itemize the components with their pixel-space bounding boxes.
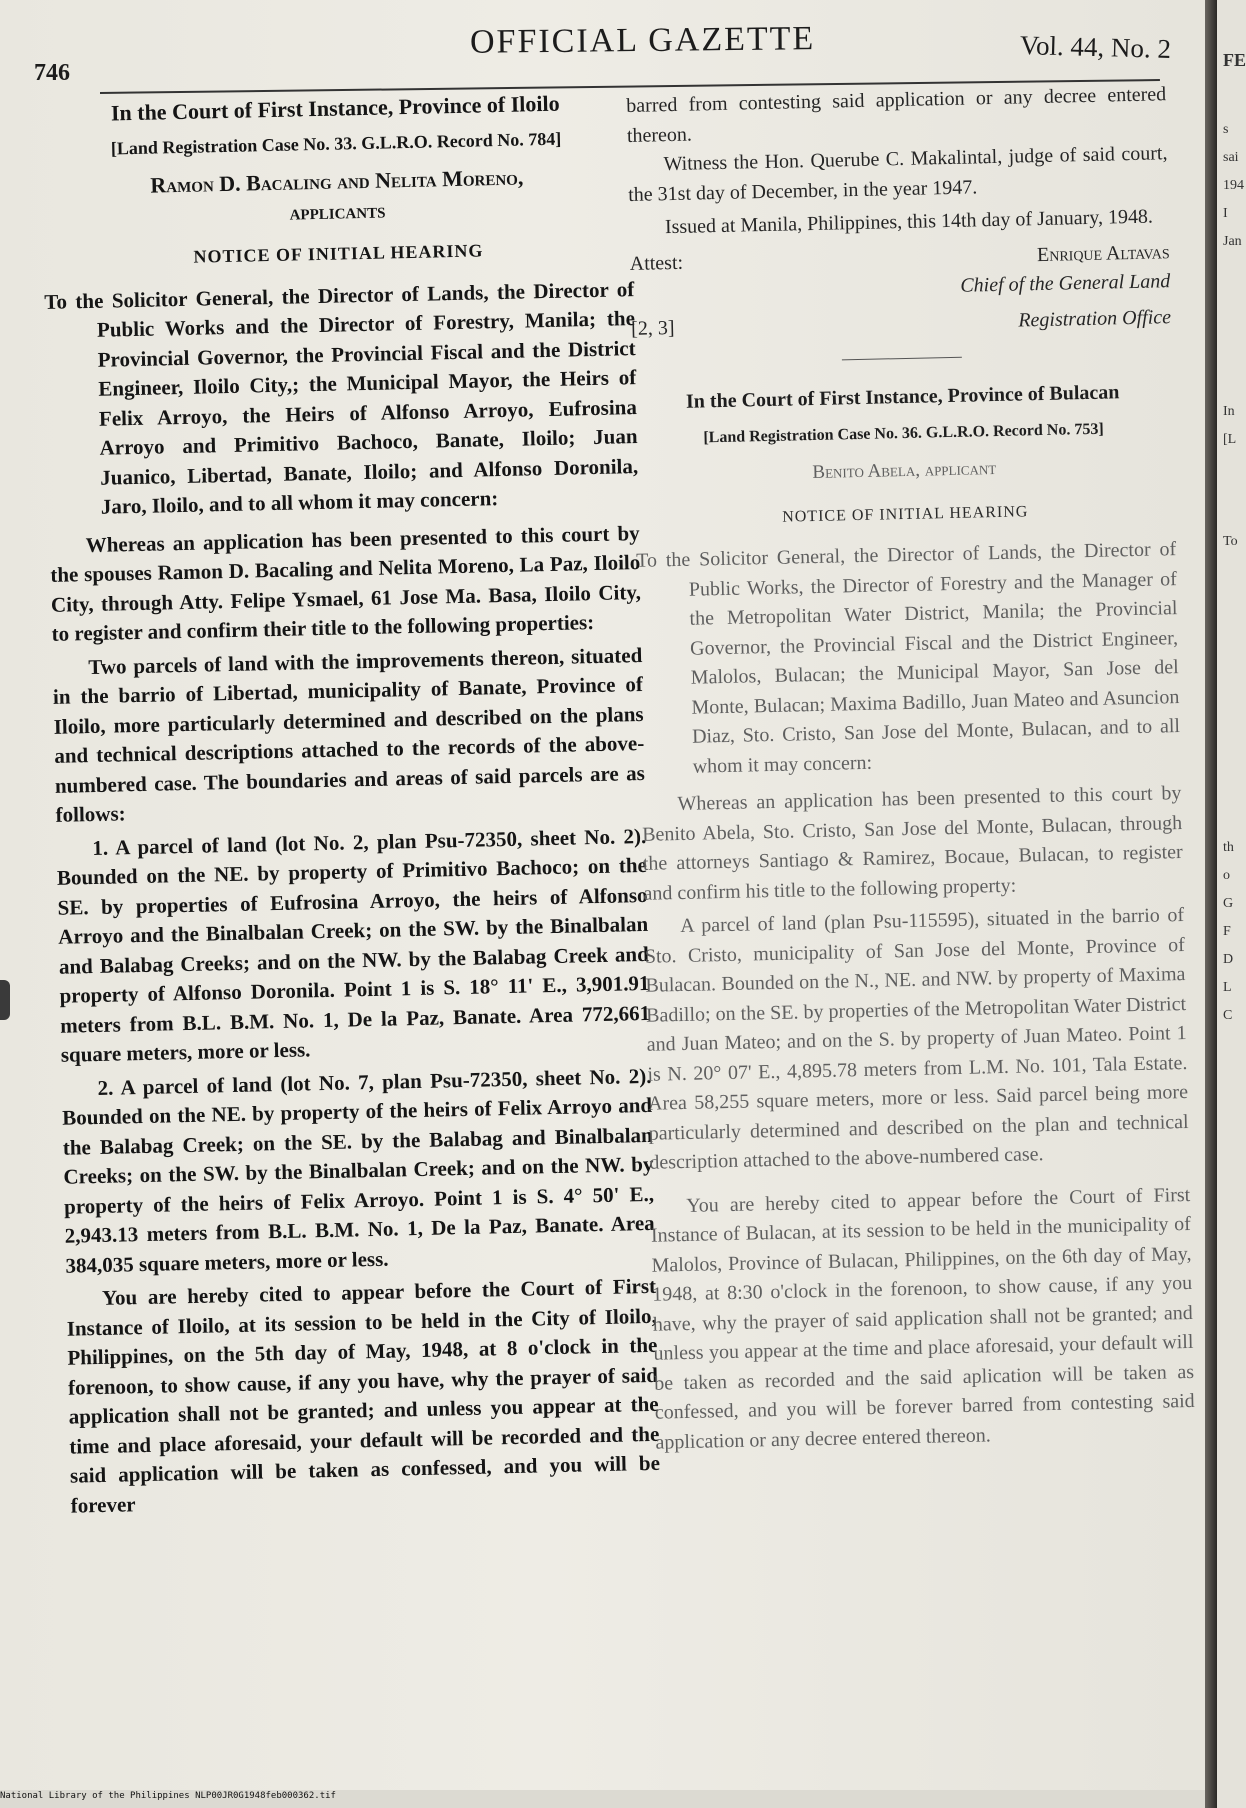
court-heading: In the Court of First Instance, Province of Bulacan bbox=[685, 381, 1120, 413]
notice-paragraph: A parcel of land (plan Psu-115595), situated in the barrio of Sto. Cristo, municipality of San Jose del Monte, Province of Bulacan. Bounded on the N., NE. and NW. by property of Maxima Badillo; on the SE. by properties of the Metropolitan Water District and Juan Mateo; and on the S. by property of Juan Mateo. Point 1 is N. 20° 07' E., 4,895.78 meters from L.M. No. 101, Tala Estate. Area 58,255 square meters, more or less. Said parcel being more particularly determined and described on the plan and technical description attached to the above-numbered case. bbox=[644, 904, 1189, 1174]
scan-footer: National Library of the Philippines NLP00JR0G1948feb000362.tif bbox=[0, 1791, 336, 1801]
fragment: D bbox=[1223, 952, 1234, 967]
fragment: L bbox=[1223, 980, 1232, 995]
fragment: F bbox=[1223, 924, 1231, 939]
notice-paragraph: 1. A parcel of land (lot No. 2, plan Psu-72350, sheet No. 2). Bounded on the NE. by property of Primitivo Bachoco; on the SE. by properties of Eufrosina Arroyo, the heirs of Alfonso Arroyo and the Binalbalan Creek; on the SW. by the Binalbalan and Balabag Creeks; and on the NW. by the Balabag Creek and property of Alfonso Doronila. Point 1 is S. 18° 11' E., 3,901.91 meters from B.L. B.M. No. 1, De la Paz, Banate. Area 772,661 square meters, more or less. bbox=[56, 823, 651, 1067]
fragment: C bbox=[1223, 1008, 1233, 1023]
section-divider bbox=[842, 357, 962, 361]
applicant-names: Ramon D. Bacaling and Nelita Moreno, bbox=[150, 164, 524, 198]
notice-paragraph: Whereas an application has been presented to this court by the spouses Ramon D. Bacaling and Nelita Moreno, La Paz, Iloilo City, through Atty. Felipe Ysmael, 61 Jose Ma. Basa, Iloilo City, to register and confirm their title to the following properties: bbox=[50, 520, 642, 646]
page-number: 746 bbox=[34, 60, 70, 86]
fragment: th bbox=[1223, 840, 1234, 855]
issued-clause: Issued at Manila, Philippines, this 14th day of January, 1948. bbox=[664, 205, 1154, 239]
fragment: To bbox=[1223, 534, 1238, 549]
fragment: Jan bbox=[1223, 234, 1242, 249]
fragment: In bbox=[1223, 404, 1235, 419]
issue-reference-row bbox=[631, 303, 1172, 344]
issue-references: [2, 3] bbox=[630, 316, 675, 340]
applicants bbox=[42, 160, 633, 232]
notice-paragraph: Two parcels of land with the improvements thereon, situated in the barrio of Libertad, municipality of Banate, Province of Iloilo, more particularly determined and described on the plans and technical descriptions attached to the records of the above-numbered case. The boundaries and areas of said parcels are as follows: bbox=[52, 642, 646, 827]
notice-paragraph: Whereas an application has been presented to this court by Benito Abela, Sto. Cristo, San Jose del Monte, Bulacan, through the attorneys Santiago & Ramirez, Bocaue, Bulacan, to register and confirm his title to the following property: bbox=[641, 782, 1183, 905]
fragment: G bbox=[1223, 896, 1234, 911]
fragment: I bbox=[1223, 206, 1228, 221]
fragment: FE bbox=[1223, 50, 1246, 70]
addressees: To the Solicitor General, the Director of Lands, the Director of Public Works and the Director of Forestry, Manila; the Provincial Governor, the Provincial Fiscal and the District Engineer, Iloilo City,; the Municipal Mayor, the Heirs of Felix Arroyo, the Heirs of Alfonso Arroyo, Eufrosina Arroyo and Primitivo Bachoco, Banate, Iloilo; Juan Juanico, Libertad, Banate, Iloilo; and Alfonso Doronila, Jaro, Iloilo, and to all whom it may concern: bbox=[44, 276, 639, 519]
attest-label: Attest: bbox=[629, 251, 684, 275]
volume-label: Vol. 44, No. 2 bbox=[1019, 30, 1172, 64]
notice-heading: NOTICE OF INITIAL HEARING bbox=[193, 240, 484, 267]
notice-heading: NOTICE OF INITIAL HEARING bbox=[782, 502, 1029, 526]
fragment: o bbox=[1223, 868, 1230, 883]
fragment: s bbox=[1223, 122, 1229, 137]
fragment: 194 bbox=[1223, 178, 1244, 193]
adjacent-page-strip bbox=[1217, 0, 1246, 1808]
notice-paragraph: 2. A parcel of land (lot No. 7, plan Psu-72350, sheet No. 2). Bounded on the NE. by property of the heirs of Felix Arroyo and the Balabag Creek; on the SE. by the Balabag and Binalbalan Creeks; on the SW. by the Binalbalan Creek; and on the NW. by property of the heirs of Felix Arroyo. Point 1 is S. 4° 50' E., 2,943.13 meters from B.L. B.M. No. 1, De la Paz, Banate. Area 384,035 square meters, more or less. bbox=[61, 1063, 655, 1278]
notice-paragraph: You are hereby cited to appear before the Court of First Instance of Iloilo, at its session to be held in the City of Iloilo, Philippines, on the 5th day of May, 1948, at 8 o'clock in the forenoon, to show cause, if any you have, why the prayer of said application shall not be granted; and unless you appear at the time and place aforesaid, your default will be recorded and the said application will be taken as confessed, and you will be forever bbox=[66, 1273, 661, 1518]
witness-clause: Witness the Hon. Querube C. Makalintal, judge of said court, the 31st day of December, in the year 1947. bbox=[627, 142, 1168, 206]
fragment: sai bbox=[1223, 150, 1239, 165]
notice-paragraph: You are hereby cited to appear before the Court of First Instance of Bulacan, at its session to be held in the municipality of Malolos, Province of Bulacan, Philippines, on the 6th day of May, 1948, at 8:30 o'clock in the forenoon, to show cause, if any you have, why the prayer of said application shall not be granted; and unless you appear at the time and place aforesaid, your default will be taken as recorded and the said aplication will be taken as confessed, and you will be forever barred from contesting said application or any decree entered thereon. bbox=[650, 1183, 1195, 1454]
signer-name: Enrique Altavas bbox=[1036, 240, 1170, 266]
fragment: [L bbox=[1223, 432, 1237, 447]
case-reference: [Land Registration Case No. 33. G.L.R.O. Record No. 784] bbox=[110, 128, 562, 158]
page-title: OFFICIAL GAZETTE bbox=[469, 20, 816, 61]
page-gutter bbox=[1205, 0, 1217, 1808]
case-reference: [Land Registration Case No. 36. G.L.R.O. Record No. 753] bbox=[703, 420, 1104, 446]
applicant-role: applicants bbox=[289, 196, 386, 225]
applicant-names: Benito Abela, applicant bbox=[812, 458, 997, 484]
court-heading: In the Court of First Instance, Province of Iloilo bbox=[110, 90, 560, 126]
left-column bbox=[40, 87, 661, 1525]
continuation-text: barred from contesting said application or any decree entered thereon. bbox=[626, 83, 1167, 147]
signer-title-line-2: Registration Office bbox=[1018, 305, 1172, 331]
signer-title-line-1: Chief of the General Land bbox=[960, 270, 1171, 297]
scan-blot bbox=[0, 980, 10, 1020]
addressees: To the Solicitor General, the Director of Lands, the Director of Public Works, the Director of Forestry and the Manager of the Metropolitan Water District, Manila; the Provincial Governor, the Provincial Fiscal and the District Engineer, Malolos, Bulacan; the Municipal Mayor, San Jose del Monte, Bulacan; Maxima Badillo, Juan Mateo and Asuncion Diaz, Sto. Cristo, San Jose del Monte, Bulacan, and to all whom it may concern: bbox=[635, 538, 1181, 778]
bulacan-notice bbox=[632, 377, 1195, 1458]
right-column bbox=[626, 80, 1196, 1461]
